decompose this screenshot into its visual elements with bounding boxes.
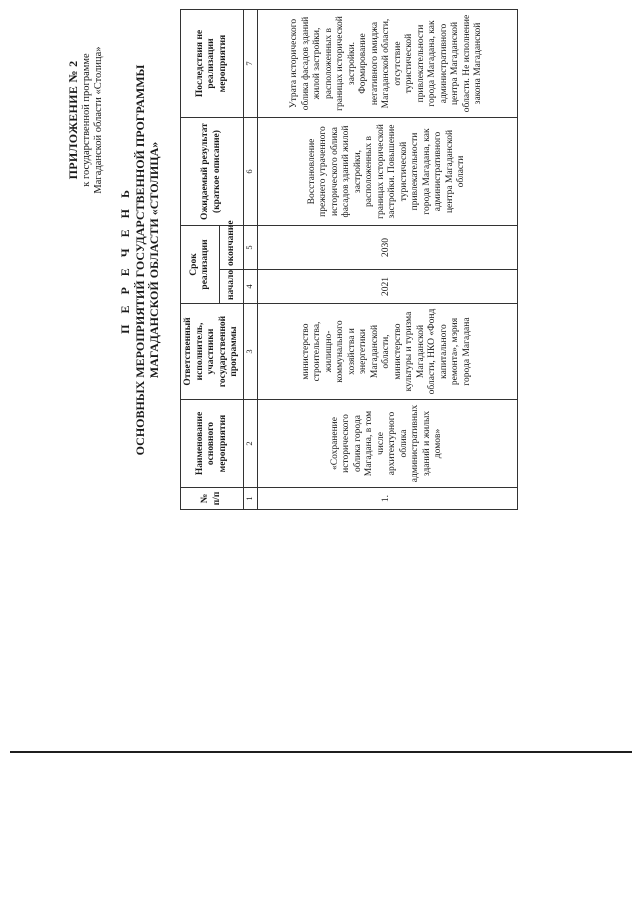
row-name: «Сохранение исторического облика города Магадана, в том числе архитектурного облика административных зданий и жилых домов» [257,400,517,488]
document-heading [118,10,161,510]
header-row-1 [181,10,220,510]
column-number: 4 [243,270,257,304]
heading-perechen: П Е Р Е Ч Е Н Ь [118,186,132,334]
row-result: Восстановление прежнего утраченного исторического облика фасадов зданий жилой застройки, расположенных в границах исторической застройки. Повышение туристической привлекательности города Магадана, как административного центра Магаданской области [257,118,517,226]
column-number-row [243,10,257,510]
column-number: 7 [243,10,257,118]
heading-line-1: ОСНОВНЫХ МЕРОПРИЯТИЙ ГОСУДАРСТВЕННОЙ ПРОГРАММЫ [133,64,147,456]
column-number: 2 [243,400,257,488]
header-name: Наименование основного мероприятия [181,400,244,488]
row-executor: министерство строительства, жилищно-коммунального хозяйства и энергетики Магаданской области, министерство культуры и туризма Магаданской области, НКО «Фонд капитального ремонта», мэрия города Магадана [257,304,517,400]
column-number: 1 [243,488,257,510]
header-executor: Ответственный исполнитель, участники государственной программы [181,304,244,400]
header-period: Срок реализации [181,226,220,304]
header-num: № п/п [181,488,244,510]
heading-line-2: МАГАДАНСКОЙ ОБЛАСТИ «СТОЛИЦА» [147,141,161,379]
row-consequences: Утрата исторического облика фасадов зданий жилой застройки, расположенных в границах исторической застройки. Формирование негативного имиджа Магаданской области, отсутствие туристической привлекательности города Магадана, как административного центра Магаданской области. Не исполнение закона Магаданской [257,10,517,118]
column-number: 5 [243,226,257,270]
header-start: начало [220,270,243,304]
column-number: 3 [243,304,257,400]
header-end: окончание [220,226,243,270]
appendix-title: ПРИЛОЖЕНИЕ № 2 [66,60,80,180]
appendix-line-2: Магаданской области «Столица» [93,46,104,194]
header-consequences: Последствия не реализации мероприятия [181,10,244,118]
row-start: 2021 [257,270,517,304]
row-num: 1. [257,488,517,510]
rotated-document-page [66,10,606,510]
header-result: Ожидаемый результат (краткое описание) [181,118,244,226]
measures-table [180,9,518,510]
appendix-block [66,10,105,230]
table-row [257,10,517,510]
page-divider-line [10,751,632,753]
row-end: 2030 [257,226,517,270]
appendix-line-1: к государственной программе [81,53,92,187]
column-number: 6 [243,118,257,226]
